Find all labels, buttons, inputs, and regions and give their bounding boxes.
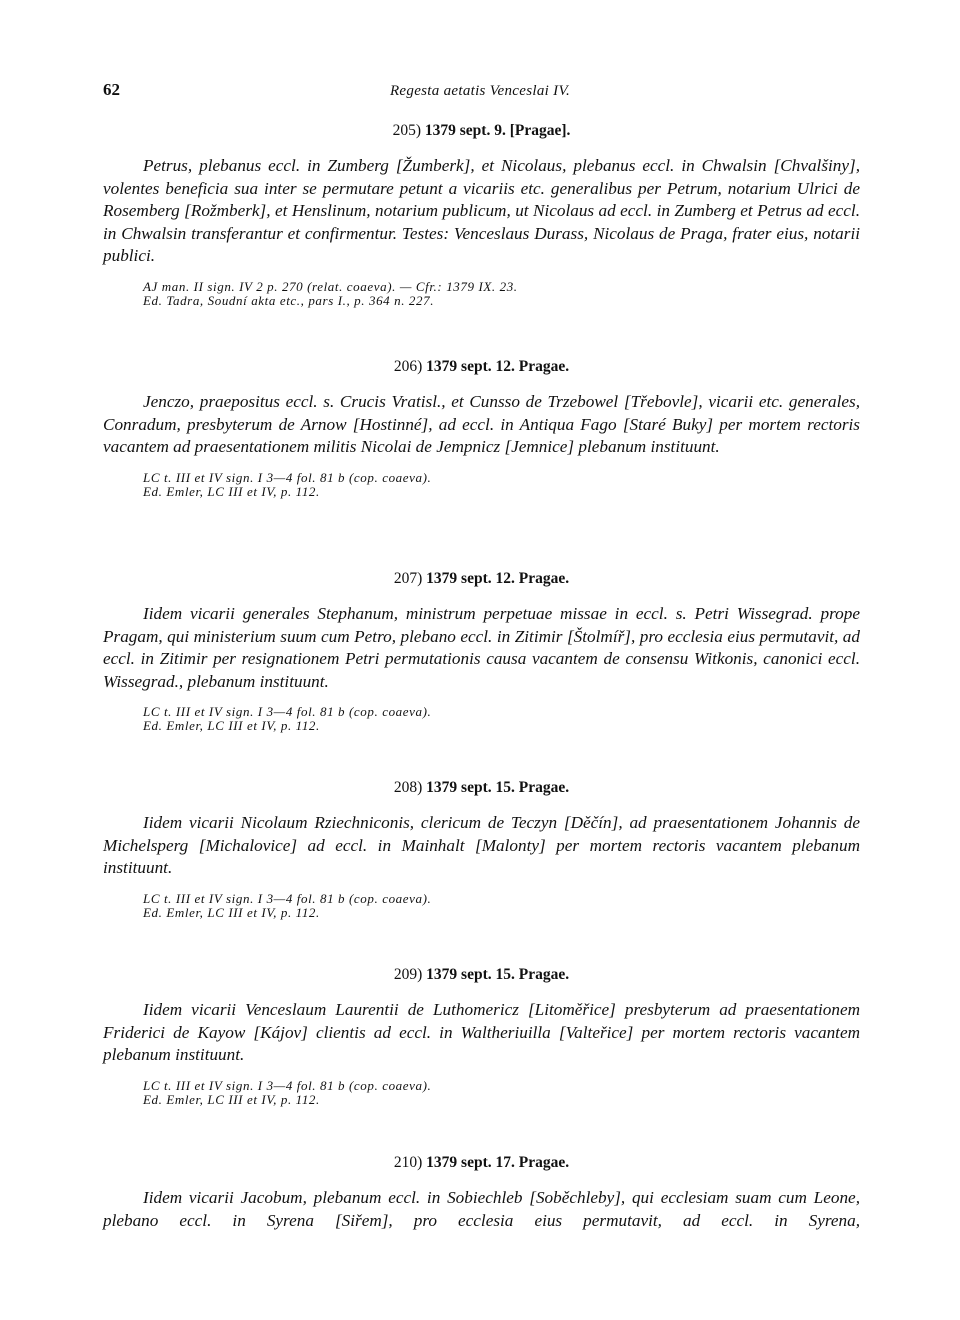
page-number: 62 bbox=[103, 80, 120, 99]
entry-heading bbox=[103, 358, 860, 376]
source-manuscript: AJ man. II sign. IV 2 p. 270 (relat. coaeva). — Cfr.: 1379 IX. 23. bbox=[143, 278, 518, 294]
entry-date: 1379 sept. 12. bbox=[426, 570, 515, 587]
entry-209 bbox=[103, 966, 860, 1107]
entry-place: Pragae. bbox=[518, 966, 570, 983]
entry-text: Iidem vicarii Nicolaum Rziechniconis, clericum de Teczyn [Děčín], ad praesentationem Johannis de Michelsperg [Michalovice] ad eccl. in Mainhalt [Malonty] per mortem rectoris vacantem plebanum instituunt. bbox=[103, 813, 860, 877]
entry-205 bbox=[103, 122, 860, 308]
entry-text: Iidem vicarii Venceslaum Laurentii de Luthomericz [Litoměřice] presbyterum ad praesentationem Friderici de Kayow [Kájov] clientis ad eccl. in Waltheriuilla [Valteřice] per mortem rectoris vacantem plebanum instituunt. bbox=[103, 1000, 860, 1064]
entry-date: 1379 sept. 12. bbox=[426, 358, 515, 375]
source-manuscript: LC t. III et IV sign. I 3—4 fol. 81 b (cop. coaeva). bbox=[143, 469, 432, 485]
entry-number: 209) bbox=[393, 966, 423, 983]
entry-date: 1379 sept. 9. bbox=[424, 122, 506, 139]
entry-heading bbox=[103, 1154, 860, 1172]
entry-place: [Pragae]. bbox=[509, 122, 571, 139]
entry-heading bbox=[103, 779, 860, 797]
source-edition: Ed. Emler, LC III et IV, p. 112. bbox=[143, 904, 320, 920]
entry-text: Iidem vicarii generales Stephanum, ministrum perpetuae missae in eccl. s. Petri Wissegrad. prope Pragam, qui ministerium suum cum Petro, plebano eccl. in Zitimir [Štolmíř], pro ecclesia eius permutavit, ad eccl. in Zitimir per resignationem Petri permutationis causa vacantem de consensu Witkonis, canonici eccl. Wissegrad., plebanum instituunt. bbox=[103, 604, 860, 691]
entry-heading bbox=[103, 966, 860, 984]
entry-206 bbox=[103, 358, 860, 499]
entry-210 bbox=[103, 1154, 860, 1244]
entry-place: Pragae. bbox=[518, 1154, 570, 1171]
entry-number: 207) bbox=[393, 570, 423, 587]
source-edition: Ed. Emler, LC III et IV, p. 112. bbox=[143, 1091, 320, 1107]
entry-text: Jenczo, praepositus eccl. s. Crucis Vratisl., et Cunsso de Trzebowel [Třebovle], vicarii etc. generales, Conradum, presbyterum de Arnow [Hostinné], ad eccl. in Antiqua Fago [Staré Buky] per mortem rectoris vacantem ad praesentationem militis Nicolai de Jempnicz [Jemnice] plebanum instituunt. bbox=[103, 392, 860, 456]
source-edition: Ed. Emler, LC III et IV, p. 112. bbox=[143, 718, 320, 733]
entry-heading bbox=[103, 122, 860, 140]
source-manuscript: LC t. III et IV sign. I 3—4 fol. 81 b (cop. coaeva). bbox=[143, 1077, 432, 1093]
entry-date: 1379 sept. 15. bbox=[426, 779, 515, 796]
entry-place: Pragae. bbox=[518, 570, 570, 587]
source-edition: Ed. Emler, LC III et IV, p. 112. bbox=[143, 483, 320, 499]
source-manuscript: LC t. III et IV sign. I 3—4 fol. 81 b (cop. coaeva). bbox=[143, 704, 432, 719]
entry-date: 1379 sept. 17. bbox=[426, 1154, 515, 1171]
entry-place: Pragae. bbox=[518, 358, 570, 375]
entry-208 bbox=[103, 779, 860, 920]
source-manuscript: LC t. III et IV sign. I 3—4 fol. 81 b (cop. coaeva). bbox=[143, 890, 432, 906]
entry-date: 1379 sept. 15. bbox=[426, 966, 515, 983]
entry-text: Petrus, plebanus eccl. in Zumberg [Žumberk], et Nicolaus, plebanus eccl. in Chwalsin [Chvalšiny], volentes beneficia sua inter se permutare petunt a vicariis etc. generalibus per Petrum, notarium Ulrici de Rosemberg [Rožmberk], et Henslinum, notarium publicum, ut Nicolaus ad eccl. in Zumberg et Petrus ad eccl. in Chwalsin transferantur et confirmentur. Testes: Venceslaus Durass, Nicolaus de Praga, frater eius, notarii publici. bbox=[103, 156, 860, 265]
entry-number: 205) bbox=[392, 122, 422, 139]
source-edition: Ed. Tadra, Soudní akta etc., pars I., p. 364 n. 227. bbox=[143, 292, 435, 308]
entry-207 bbox=[103, 570, 860, 733]
running-title: Regesta aetatis Venceslai IV. bbox=[389, 83, 571, 99]
entry-number: 206) bbox=[393, 358, 423, 375]
entry-text: Iidem vicarii Jacobum, plebanum eccl. in Sobiechleb [Soběchleby], qui ecclesiam suam cum Leone, plebano eccl. in Syrena [Siřem], pro ecclesia eius permutavit, ad eccl. in Syrena, bbox=[103, 1188, 860, 1230]
entry-place: Pragae. bbox=[518, 779, 570, 796]
entry-number: 208) bbox=[393, 779, 423, 796]
entry-heading bbox=[103, 570, 860, 588]
entry-number: 210) bbox=[393, 1154, 423, 1171]
